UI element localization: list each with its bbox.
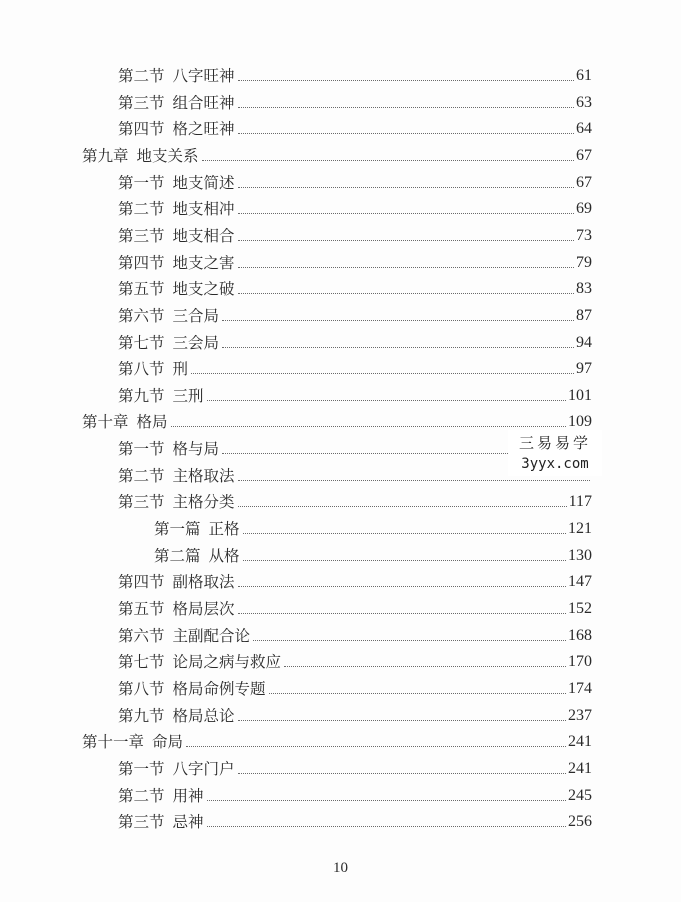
toc-entry-page: 79 [576,253,592,271]
toc-chapter-row[interactable] [82,726,592,752]
toc-entry-title: 副格取法 [172,573,235,592]
toc-entry-number: 第四节 [118,253,165,272]
toc-entry-title: 地支相冲 [172,200,235,219]
toc-section-row[interactable] [118,380,592,406]
toc-section-row[interactable] [118,220,592,246]
toc-dot-leader [238,186,574,188]
toc-entry-page: 256 [568,813,592,831]
toc-entry-page: 67 [576,146,592,164]
page-number: 10 [333,860,348,876]
toc-entry-page: 152 [568,600,592,617]
toc-dot-leader [222,346,574,348]
toc-section-row[interactable] [118,593,592,619]
toc-section-row[interactable] [118,780,592,806]
toc-entry-title: 地支之破 [172,280,235,299]
toc-entry-number: 第二篇 [154,546,201,565]
toc-entry-number: 第九节 [118,706,165,725]
toc-chapter-row[interactable] [82,140,592,166]
toc-section-row[interactable] [118,273,592,299]
toc-entry-title: 地支关系 [136,146,199,165]
toc-section-row[interactable] [118,353,592,379]
toc-entry-page: 94 [576,333,592,351]
toc-section-row[interactable] [118,620,592,646]
toc-dot-leader [202,159,574,161]
toc-entry-number: 第五节 [118,600,165,618]
toc-entry-number: 第一篇 [154,520,201,539]
watermark-text: 三易易学 [518,434,591,452]
toc-entry-title: 格局 [136,413,168,432]
toc-dot-leader [238,79,574,81]
toc-entry-page: 64 [576,120,592,138]
toc-dot-leader [238,719,566,721]
toc-entry-page: 61 [576,67,592,84]
toc-chapter-row[interactable] [82,406,592,432]
toc-section-row[interactable] [118,566,592,592]
toc-entry-page: 73 [576,226,592,244]
toc-entry-title: 正格 [208,520,240,539]
toc-entry-number: 第八节 [118,679,165,698]
toc-entry-number: 第三节 [118,93,165,112]
toc-entry-number: 第二节 [118,200,165,219]
toc-entry-page: 63 [576,93,592,111]
toc-entry-number: 第四节 [118,573,165,592]
toc-entry-page: 67 [576,173,592,191]
toc-entry-number: 第一节 [118,759,165,778]
toc-entry-page: 101 [568,386,592,404]
toc-subsection-row[interactable] [154,540,592,566]
toc-entry-title: 格局总论 [172,706,235,725]
toc-dot-leader [253,639,566,641]
toc-dot-leader [238,585,566,587]
toc-dot-leader [238,479,590,481]
toc-entry-page: 245 [568,786,592,804]
toc-entry-page: 147 [568,573,592,591]
toc-entry-number: 第九节 [118,386,165,405]
toc-entry-number: 第二节 [118,67,165,85]
toc-entry-title: 八字门户 [172,759,235,778]
toc-section-row[interactable] [118,753,592,779]
toc-entry-page: 87 [576,306,592,324]
toc-dot-leader [238,612,566,614]
toc-entry-title: 格之旺神 [172,120,235,139]
toc-section-row[interactable] [118,193,592,219]
toc-entry-page: 170 [568,653,592,671]
toc-section-row[interactable] [118,327,592,353]
toc-section-row[interactable] [118,60,592,86]
toc-entry-title: 三合局 [172,306,220,325]
toc-dot-leader [222,319,574,321]
toc-dot-leader [238,292,574,294]
toc-section-row[interactable] [118,486,592,512]
toc-entry-page: 241 [568,759,592,777]
toc-dot-leader [207,799,566,801]
toc-entry-number: 第一节 [118,440,165,459]
toc-dot-leader [238,239,574,241]
toc-dot-leader [238,106,574,108]
toc-entry-number: 第六节 [118,306,165,325]
toc-dot-leader [238,505,567,507]
toc-entry-title: 地支简述 [172,173,235,192]
toc-entry-page: 241 [568,733,592,751]
toc-section-row[interactable] [118,806,592,832]
toc-entry-title: 主格取法 [172,466,235,485]
toc-entry-title: 论局之病与救应 [172,653,282,672]
toc-entry-title: 地支之害 [172,253,235,272]
toc-entry-page: 130 [568,546,592,564]
toc-entry-title: 格局命例专题 [172,679,266,698]
toc-entry-title: 主副配合论 [172,626,251,645]
toc-dot-leader [186,745,566,747]
toc-entry-page: 69 [576,200,592,218]
toc-entry-number: 第四节 [118,120,165,139]
toc-dot-leader [238,266,574,268]
toc-dot-leader [269,692,566,694]
toc-section-row[interactable] [118,87,592,113]
toc-entry-number: 第八节 [118,360,165,379]
toc-dot-leader [243,532,566,534]
toc-dot-leader [238,772,566,774]
toc-section-row[interactable] [118,673,592,699]
toc-entry-title: 主格分类 [172,493,235,512]
toc-entry-title: 地支相合 [172,226,235,245]
toc-entry-page: 97 [576,360,592,378]
watermark-url: 3yyx.com [521,456,589,472]
toc-dot-leader [243,559,566,561]
toc-section-row[interactable] [118,167,592,193]
toc-entry-page: 117 [568,493,592,511]
toc-entry-page: 121 [568,520,592,538]
toc-entry-number: 第十章 [82,413,129,432]
toc-entry-number: 第三节 [118,813,165,832]
toc-entry-title: 格与局 [172,440,220,459]
toc-dot-leader [191,372,574,374]
toc-entry-title: 忌神 [172,813,204,832]
toc-section-row[interactable] [118,113,592,139]
toc-entry-title: 格局层次 [172,600,235,618]
toc-entry-number: 第一节 [118,173,165,192]
toc-entry-title: 组合旺神 [172,93,235,112]
toc-entry-number: 第十一章 [82,733,145,752]
toc-section-row[interactable] [118,700,592,726]
toc-entry-title: 八字旺神 [172,67,235,85]
toc-entry-page: 237 [568,706,592,724]
toc-entry-number: 第五节 [118,280,165,299]
toc-entry-number: 第三节 [118,226,165,245]
toc-entry-number: 第七节 [118,653,165,672]
toc-entry-number: 第六节 [118,626,165,645]
toc-entry-page: 174 [568,679,592,697]
toc-entry-number: 第三节 [118,493,165,512]
toc-entry-title: 从格 [208,546,240,565]
toc-entry-page: 83 [576,280,592,298]
toc-entry-number: 第七节 [118,333,165,352]
toc-dot-leader [207,825,566,827]
toc-entry-page: 168 [568,626,592,644]
toc-entry-title: 刑 [172,360,189,379]
toc-section-row[interactable] [118,300,592,326]
toc-entry-page: 109 [568,413,592,431]
toc-section-row[interactable] [118,247,592,273]
toc-dot-leader [207,399,566,401]
toc-subsection-row[interactable] [154,513,592,539]
toc-entry-number: 第九章 [82,146,129,165]
toc-dot-leader [238,132,574,134]
toc-section-row[interactable] [118,646,592,672]
watermark-badge [508,430,602,476]
toc-dot-leader [171,425,566,427]
toc-dot-leader [238,212,574,214]
toc-entry-number: 第二节 [118,786,165,805]
toc-entry-title: 三刑 [172,386,204,405]
toc-entry-title: 用神 [172,786,204,805]
toc-entry-number: 第二节 [118,466,165,485]
toc-entry-title: 命局 [152,733,184,752]
toc-entry-title: 三会局 [172,333,220,352]
toc-dot-leader [284,665,566,667]
